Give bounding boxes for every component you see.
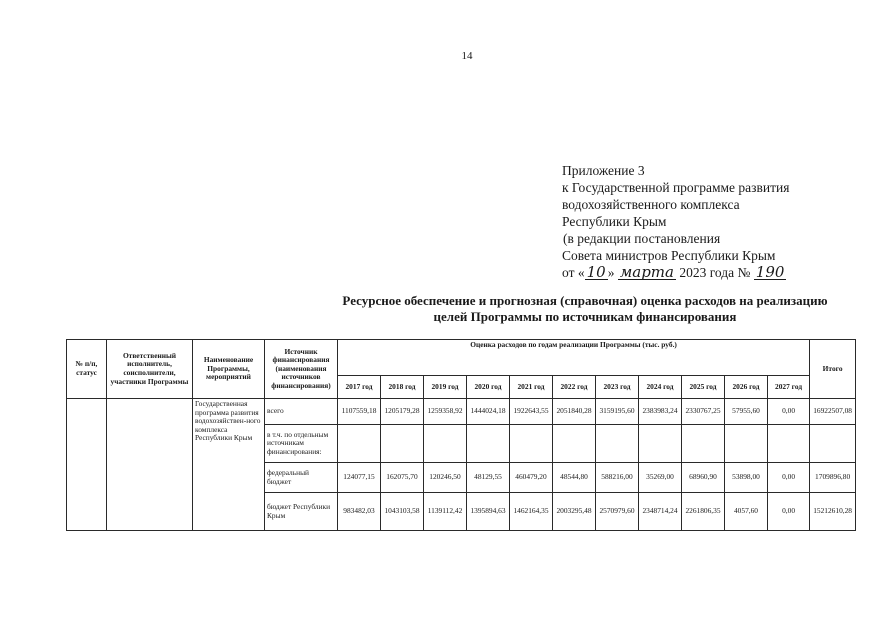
document-title-line: целей Программы по источникам финансирования [433, 309, 737, 324]
value-cell: 2383983,24 [639, 399, 682, 425]
value-cell [725, 425, 768, 463]
header-num-status: № п/п, статус [67, 340, 107, 399]
header-year: 2018 год [381, 376, 424, 399]
page-number: 14 [461, 50, 473, 62]
appendix-line: Приложение 3 [562, 163, 645, 178]
value-cell: 3159195,60 [596, 399, 639, 425]
value-cell: 2348714,24 [639, 493, 682, 531]
table-row [67, 399, 856, 425]
funding-source-cell: бюджет Республики Крым [265, 493, 338, 531]
value-cell: 2261806,35 [682, 493, 725, 531]
header-year: 2017 год [338, 376, 381, 399]
header-program-name: Наименование Программы, мероприятий [193, 340, 265, 399]
value-cell [424, 425, 467, 463]
value-cell [596, 425, 639, 463]
date-prefix: от « [562, 265, 585, 280]
total-cell: 1709896,80 [810, 463, 856, 493]
header-year: 2024 год [639, 376, 682, 399]
value-cell [338, 425, 381, 463]
header-year: 2025 год [682, 376, 725, 399]
value-cell: 2051840,28 [553, 399, 596, 425]
header-year: 2021 год [510, 376, 553, 399]
date-mid: » [607, 265, 618, 280]
value-cell: 1043103,58 [381, 493, 424, 531]
document-title [300, 293, 870, 325]
budget-table [66, 339, 856, 531]
value-cell: 0,00 [768, 463, 810, 493]
value-cell: 68960,90 [682, 463, 725, 493]
header-responsible: Ответственный исполнитель, соисполнители, участники Программы [107, 340, 193, 399]
header-year: 2026 год [725, 376, 768, 399]
value-cell: 2003295,48 [553, 493, 596, 531]
value-cell: 1444024,18 [467, 399, 510, 425]
header-funding-source: Источник финансирования (наименования источников финансирования) [265, 340, 338, 399]
value-cell: 162075,70 [381, 463, 424, 493]
header-year: 2022 год [553, 376, 596, 399]
value-cell: 1922643,55 [510, 399, 553, 425]
program-name-cell: Государственная программа развития водохозяйствен-ного комплекса Республики Крым [193, 399, 265, 531]
header-year: 2020 год [467, 376, 510, 399]
value-cell: 53898,00 [725, 463, 768, 493]
value-cell: 4057,60 [725, 493, 768, 531]
value-cell: 460479,20 [510, 463, 553, 493]
handwritten-doc-number: 190 [755, 263, 785, 281]
appendix-line: к Государственной программе развития [562, 180, 790, 195]
value-cell: 57955,60 [725, 399, 768, 425]
value-cell: 48544,80 [553, 463, 596, 493]
handwritten-day: 10 [586, 263, 606, 281]
value-cell: 1139112,42 [424, 493, 467, 531]
responsible-cell [107, 399, 193, 531]
value-cell: 1205179,28 [381, 399, 424, 425]
appendix-line: (в редакции постановления [563, 231, 721, 246]
appendix-line: водохозяйственного комплекса [562, 197, 740, 212]
document-title-line: Ресурсное обеспечение и прогнозная (справочная) оценка расходов на реализацию [342, 293, 828, 308]
funding-source-cell: в т.ч. по отдельным источникам финансирования: [265, 425, 338, 463]
appendix-line: Республики Крым [562, 214, 667, 229]
value-cell [381, 425, 424, 463]
value-cell: 1462164,35 [510, 493, 553, 531]
header-total: Итого [810, 340, 856, 399]
value-cell [639, 425, 682, 463]
date-year: 2023 года № [675, 265, 754, 280]
handwritten-month: марта [619, 263, 674, 281]
header-year: 2019 год [424, 376, 467, 399]
total-cell [810, 425, 856, 463]
value-cell [467, 425, 510, 463]
value-cell: 124077,15 [338, 463, 381, 493]
value-cell: 0,00 [768, 493, 810, 531]
value-cell [682, 425, 725, 463]
header-year: 2027 год [768, 376, 810, 399]
value-cell [553, 425, 596, 463]
value-cell: 983482,03 [338, 493, 381, 531]
funding-source-cell: всего [265, 399, 338, 425]
appendix-line: Совета министров Республики Крым [562, 248, 776, 263]
value-cell [510, 425, 553, 463]
value-cell: 2330767,25 [682, 399, 725, 425]
header-year: 2023 год [596, 376, 639, 399]
total-cell: 16922507,08 [810, 399, 856, 425]
value-cell: 1107559,18 [338, 399, 381, 425]
value-cell: 588216,00 [596, 463, 639, 493]
total-cell: 15212610,28 [810, 493, 856, 531]
appendix-block [562, 162, 862, 281]
value-cell: 0,00 [768, 399, 810, 425]
funding-source-cell: федеральный бюджет [265, 463, 338, 493]
num-status-cell [67, 399, 107, 531]
value-cell: 1259358,92 [424, 399, 467, 425]
value-cell: 35269,00 [639, 463, 682, 493]
header-expense-estimate: Оценка расходов по годам реализации Программы (тыс. руб.) [338, 340, 810, 376]
value-cell: 48129,55 [467, 463, 510, 493]
value-cell: 1395894,63 [467, 493, 510, 531]
value-cell [768, 425, 810, 463]
resolution-date-line [562, 264, 862, 281]
value-cell: 120246,50 [424, 463, 467, 493]
value-cell: 2570979,60 [596, 493, 639, 531]
